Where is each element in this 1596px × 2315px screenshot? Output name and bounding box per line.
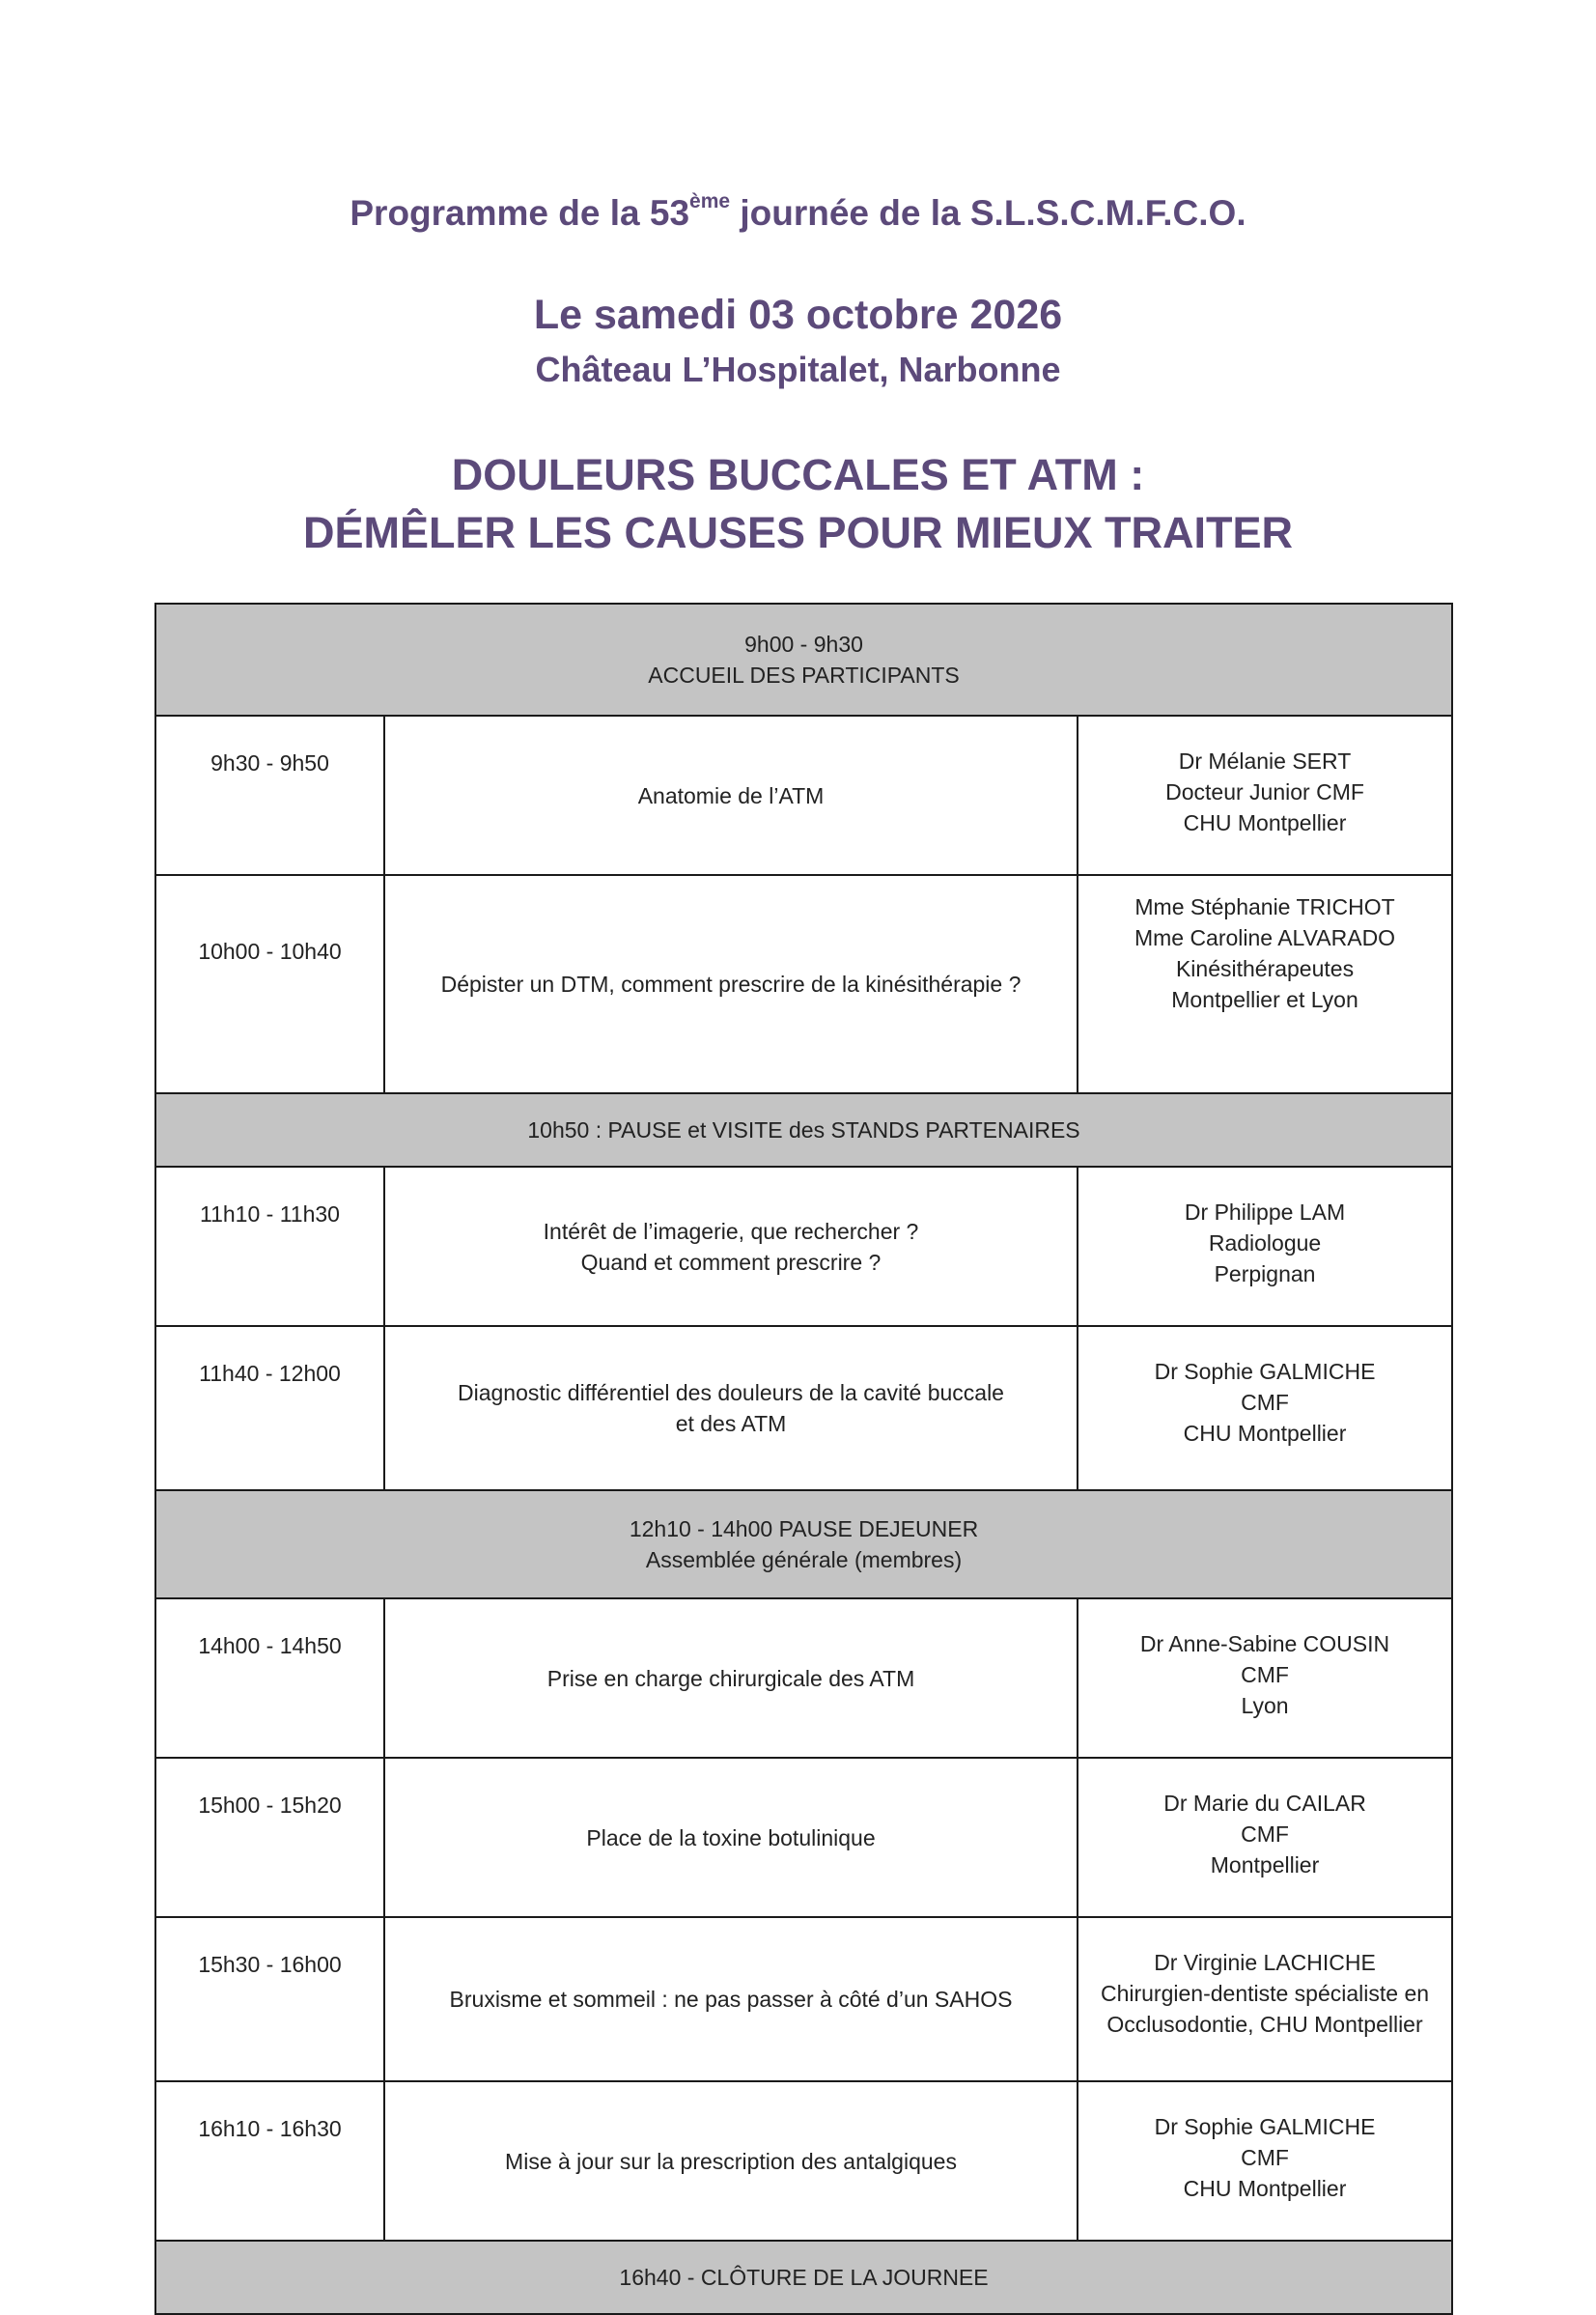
event-venue: Château L’Hospitalet, Narbonne (535, 350, 1061, 389)
programme-heading-superscript: ème (689, 190, 731, 212)
session-speaker (1078, 1167, 1452, 1326)
session-time: 15h30 - 16h00 (155, 1917, 384, 2081)
lunch-cell (155, 1490, 1452, 1598)
speaker-line: CMF (1241, 2145, 1289, 2170)
speaker-line: Mme Caroline ALVARADO (1134, 925, 1396, 950)
session-title (384, 875, 1078, 1093)
session-row (155, 1167, 1452, 1326)
lunch-line: 12h10 - 14h00 PAUSE DEJEUNER (629, 1516, 979, 1541)
theme-title-line2: DÉMÊLER LES CAUSES POUR MIEUX TRAITER (302, 508, 1294, 557)
session-time: 14h00 - 14h50 (155, 1598, 384, 1758)
speaker-line: Docteur Junior CMF (1165, 779, 1364, 805)
speaker-line: CHU Montpellier (1183, 1421, 1347, 1446)
speaker-line: CHU Montpellier (1183, 2176, 1347, 2201)
speaker-line: Mme Stéphanie TRICHOT (1134, 894, 1395, 919)
session-row (155, 1598, 1452, 1758)
session-row (155, 1917, 1452, 2081)
theme-title-line1: DOULEURS BUCCALES ET ATM : (451, 450, 1145, 499)
session-row (155, 875, 1452, 1093)
speaker-line: Perpignan (1214, 1261, 1316, 1286)
session-speaker (1078, 1326, 1452, 1490)
session-speaker (1078, 875, 1452, 1093)
session-title (384, 2081, 1078, 2241)
session-title-line: Mise à jour sur la prescription des antalgiques (505, 2148, 957, 2174)
session-time: 16h10 - 16h30 (155, 2081, 384, 2241)
session-title-line: Bruxisme et sommeil : ne pas passer à côté d’un SAHOS (449, 1987, 1013, 2012)
session-title-line: Place de la toxine botulinique (586, 1824, 876, 1850)
speaker-line: Kinésithérapeutes (1175, 956, 1355, 981)
session-speaker (1078, 1917, 1452, 2081)
session-title (384, 1917, 1078, 2081)
programme-table (154, 603, 1453, 2315)
session-title-line: Dépister un DTM, comment prescrire de la kinésithérapie ? (440, 972, 1022, 997)
session-time: 11h10 - 11h30 (155, 1167, 384, 1326)
session-title-line: Anatomie de l’ATM (637, 782, 825, 808)
speaker-line: CMF (1241, 1821, 1289, 1847)
programme-heading (0, 190, 1596, 234)
speaker-line: Montpellier et Lyon (1171, 987, 1358, 1012)
welcome-label: ACCUEIL DES PARTICIPANTS (648, 663, 960, 688)
speaker-line: Dr Sophie GALMICHE (1154, 2114, 1376, 2139)
welcome-time: 9h00 - 9h30 (744, 632, 863, 657)
speaker-line: Dr Sophie GALMICHE (1154, 1359, 1376, 1384)
speaker-line: Dr Philippe LAM (1184, 1200, 1346, 1225)
speaker-line: CMF (1241, 1662, 1289, 1687)
session-row (155, 1758, 1452, 1917)
lunch-row (155, 1490, 1452, 1598)
speaker-line: CHU Montpellier (1183, 810, 1347, 835)
session-time: 9h30 - 9h50 (155, 716, 384, 875)
pause-row (155, 1093, 1452, 1167)
welcome-row (155, 604, 1452, 716)
session-time: 10h00 - 10h40 (155, 875, 384, 1093)
session-speaker (1078, 1758, 1452, 1917)
session-title-line: Quand et comment prescrire ? (580, 1249, 882, 1275)
speaker-line: Lyon (1241, 1693, 1289, 1718)
speaker-line: Dr Mélanie SERT (1178, 748, 1352, 774)
speaker-line: Dr Anne-Sabine COUSIN (1139, 1631, 1390, 1656)
programme-heading-suffix: journée de la S.L.S.C.M.F.C.O. (730, 193, 1246, 233)
session-title-line: Prise en charge chirurgicale des ATM (546, 1665, 915, 1691)
session-title-line: Diagnostic différentiel des douleurs de la cavité buccale (458, 1380, 1004, 1405)
session-title (384, 1598, 1078, 1758)
speaker-line: Dr Marie du CAILAR (1163, 1791, 1366, 1816)
speaker-line: CMF (1241, 1390, 1289, 1415)
speaker-line: Dr Virginie LACHICHE (1154, 1950, 1376, 1975)
welcome-cell (155, 604, 1452, 716)
pause-cell: 10h50 : PAUSE et VISITE des STANDS PARTENAIRES (155, 1093, 1452, 1167)
session-row (155, 1326, 1452, 1490)
closing-row (155, 2241, 1452, 2314)
session-title (384, 1758, 1078, 1917)
speaker-line: Occlusodontie, CHU Montpellier (1106, 2012, 1423, 2037)
speaker-line: Chirurgien-dentiste spécialiste en (1100, 1981, 1430, 2006)
session-title-line: Intérêt de l’imagerie, que rechercher ? (543, 1218, 919, 1244)
speaker-line: Montpellier (1210, 1852, 1320, 1877)
lunch-line: Assemblée générale (membres) (645, 1547, 963, 1572)
speaker-line: Radiologue (1208, 1230, 1322, 1256)
session-speaker (1078, 716, 1452, 875)
session-time: 11h40 - 12h00 (155, 1326, 384, 1490)
programme-heading-prefix: Programme de la 53 (350, 193, 690, 233)
session-title (384, 1167, 1078, 1326)
session-speaker (1078, 1598, 1452, 1758)
session-speaker (1078, 2081, 1452, 2241)
closing-cell: 16h40 - CLÔTURE DE LA JOURNEE (155, 2241, 1452, 2314)
event-date: Le samedi 03 octobre 2026 (533, 292, 1063, 338)
session-row (155, 716, 1452, 875)
session-time: 15h00 - 15h20 (155, 1758, 384, 1917)
session-row (155, 2081, 1452, 2241)
session-title (384, 716, 1078, 875)
session-title-line: et des ATM (675, 1411, 787, 1436)
session-title (384, 1326, 1078, 1490)
